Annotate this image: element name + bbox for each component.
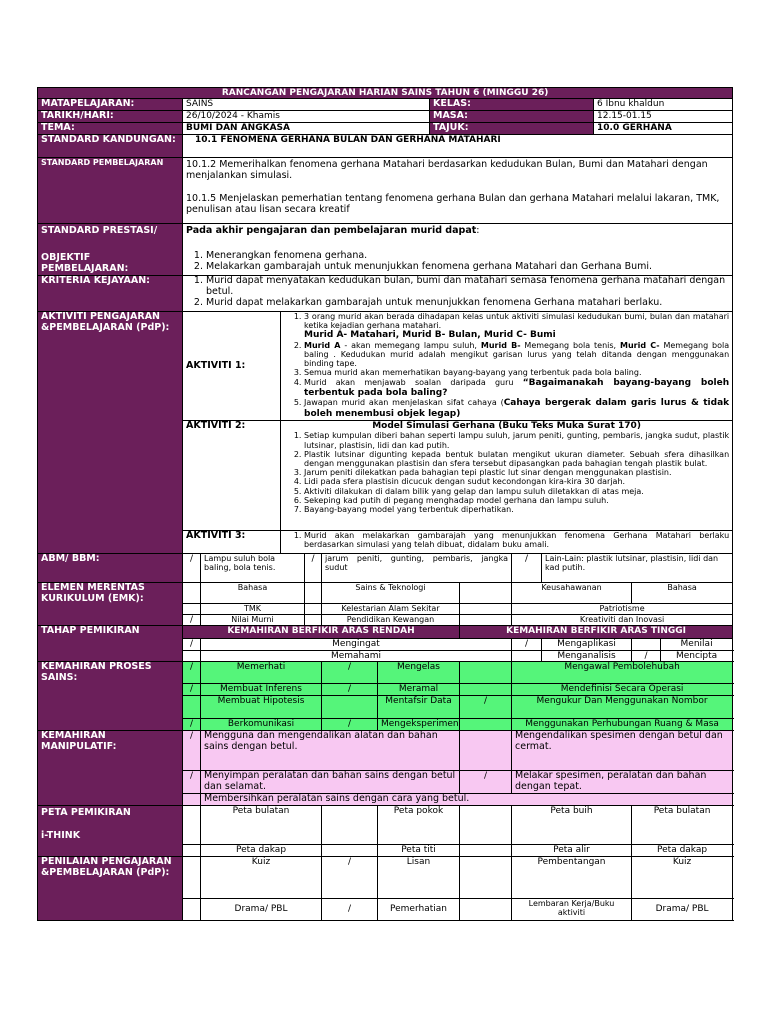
assess-item: Kuiz (632, 857, 733, 899)
kps-item: Berkomunikasi (201, 719, 322, 731)
materials-mark: / (512, 554, 542, 583)
activity-3-label: AKTIVITI 3: (183, 531, 281, 554)
emk-mark (183, 604, 201, 615)
kps-item: Mengeksperimen (378, 719, 460, 731)
lower-order-heading: KEMAHIRAN BERFIKIR ARAS RENDAH (183, 626, 460, 639)
plan-title: RANCANGAN PENGAJARAN HARIAN SAINS TAHUN 6 (MINGGU 26) (38, 88, 733, 99)
map-item: Peta alir (512, 845, 632, 857)
kps-mark (460, 719, 512, 731)
date-label: TARIKH/HARI: (38, 111, 183, 123)
emk-item: Kreativiti dan Inovasi (512, 615, 733, 626)
materials-mark: / (305, 554, 322, 583)
emk-mark (460, 583, 512, 604)
kps-mark: / (183, 719, 201, 731)
manip-item: Menyimpan peralatan dan bahan sains dengan betul dan selamat. (201, 771, 460, 794)
map-item: Peta dakap (632, 845, 733, 857)
materials-item: Lain-Lain: plastik lutsinar, plastisin, lidi dan kad putih. (542, 554, 733, 583)
kps-mark (322, 696, 378, 719)
emk-mark (460, 604, 512, 615)
map-mark (460, 845, 512, 857)
assess-item: Drama/ PBL (632, 899, 733, 921)
thinking-mark: / (512, 639, 542, 650)
teacher-question: “Bagaimanakah bayang-bayang boleh terbentuk pada bola baling? (304, 377, 730, 398)
lesson-plan-table (37, 87, 733, 921)
emk-item: Pendidikan Kewangan (322, 615, 460, 626)
kps-mark: / (183, 684, 201, 696)
map-item: Peta buih (512, 806, 632, 845)
emk-item: Patriotisme (512, 604, 733, 615)
activity-2-step: 7. Bayang-bayang model yang terbentuk diperhatikan. (304, 505, 729, 514)
emk-item: Nilai Murni (201, 615, 305, 626)
manip-mark: / (183, 771, 201, 794)
assess-mark: / (322, 857, 378, 899)
performance-objective-label (38, 224, 183, 276)
success-criteria-value (183, 276, 733, 312)
time-value: 12.15-01.15 (594, 111, 733, 123)
manip-mark (183, 794, 201, 806)
topic-value: 10.0 GERHANA (594, 123, 733, 135)
emk-label: ELEMEN MERENTAS KURIKULUM (EMK): (38, 583, 183, 626)
theme-label: TEMA: (38, 123, 183, 135)
map-item: Peta dakap (201, 845, 322, 857)
assess-item: Pembentangan (512, 857, 632, 899)
materials-item: Lampu suluh bola baling, bola tenis. (201, 554, 305, 583)
content-standard-value: 10.1 FENOMENA GERHANA BULAN DAN GERHANA MATAHARI (183, 135, 733, 158)
objective-intro: Pada akhir pengajaran dan pembelajaran murid dapat (186, 225, 477, 237)
role-b: Murid B- (480, 340, 521, 350)
emk-mark (460, 615, 512, 626)
activity-2-label: AKTIVITI 2: (183, 421, 281, 531)
map-mark (460, 806, 512, 845)
activity-1-content (281, 312, 733, 421)
manipulative-label: KEMAHIRAN MANIPULATIF: (38, 731, 183, 806)
materials-item: jarum peniti, gunting, pembaris, jangka sudut (322, 554, 512, 583)
question-intro: Murid akan menjawab soalan daripada guru (304, 377, 523, 387)
assess-item: Lisan (378, 857, 460, 899)
manip-mark: / (183, 731, 201, 771)
success-criteria-label: KRITERIA KEJAYAAN: (38, 276, 183, 312)
subject-label: MATAPELAJARAN: (38, 99, 183, 111)
role-c: Murid C- (619, 340, 660, 350)
thinking-mark (512, 650, 542, 661)
science-process-label: KEMAHIRAN PROSES SAINS: (38, 662, 183, 731)
objective-label: OBJEKTIF PEMBELAJARAN: (41, 252, 129, 274)
thinking-mark (632, 639, 661, 650)
learning-standard-2: 10.1.5 Menjelaskan pemerhatian tentang fenomena gerhana Bulan dan gerhana Matahari melalui lakaran, TMK, penulisan atau lisan secara kreatif (186, 192, 720, 215)
map-mark (183, 845, 201, 857)
manip-item: Mengendalikan spesimen dengan betul dan cermat. (512, 731, 733, 771)
criteria-item: 1. Murid dapat menyatakan kedudukan bulan, bumi dan matahari semasa fenomena gerhana matahari dengan betul. (206, 276, 729, 298)
materials-label: ABM/ BBM: (38, 554, 183, 583)
activity-2-step: 1. Setiap kumpulan diberi bahan seperti lampu suluh, jarum peniti, gunting, pembaris, jangka sudut, plastik lutsinar, plastisin, lidi dan kad putih. (304, 431, 729, 449)
class-value: 6 Ibnu khaldun (594, 99, 733, 111)
learning-standard-label: STANDARD PEMBELAJARAN (38, 158, 183, 224)
manip-mark (460, 731, 512, 771)
thinking-item: Menilai (661, 639, 733, 650)
performance-standard-label: STANDARD PRESTASI/ (41, 225, 158, 237)
theme-value: BUMI DAN ANGKASA (183, 123, 430, 135)
kps-item: Membuat Hipotesis (201, 696, 322, 719)
kps-item: Mentafsir Data (378, 696, 460, 719)
kps-mark (460, 662, 512, 684)
emk-item: Bahasa (201, 583, 305, 604)
activity-1-step: 3. Semua murid akan memerhatikan bayang-bayang yang terbentuk pada bola baling. (304, 368, 729, 377)
materials-mark: / (183, 554, 201, 583)
thinking-map-label (38, 806, 183, 857)
emk-item: Kelestarian Alam Sekitar (322, 604, 460, 615)
emk-mark (305, 615, 322, 626)
objective-item: 2. Melakarkan gambarajah untuk menunjukkan fenomena gerhana Matahari dan Gerhana Bumi. (206, 262, 729, 273)
date-value: 26/10/2024 - Khamis (183, 111, 430, 123)
emk-mark (305, 604, 322, 615)
assess-mark: / (322, 899, 378, 921)
thinking-level-label: TAHAP PEMIKIRAN (38, 626, 183, 662)
learning-standard-value (183, 158, 733, 224)
kps-item: Mengelas (378, 662, 460, 684)
kps-mark (183, 696, 201, 719)
emk-mark: / (183, 615, 201, 626)
manip-item: Melakar spesimen, peralatan dan bahan dengan tepat. (512, 771, 733, 794)
assess-item: Drama/ PBL (201, 899, 322, 921)
answer-bold: Cahaya bergerak dalam garis lurus & tidak boleh menembusi objek legap) (304, 398, 730, 419)
kps-item: Meramal (378, 684, 460, 696)
kps-mark: / (322, 684, 378, 696)
map-item: Peta bulatan (632, 806, 733, 845)
kps-item: Menggunakan Perhubungan Ruang & Masa (512, 719, 733, 731)
activity-1-step: 1. 3 orang murid akan berada dihadapan kelas untuk aktiviti simulasi kedudukan bumi, bulan dan matahari ketika kejadian gerhana matahari. (304, 312, 729, 330)
map-item: Peta pokok (378, 806, 460, 845)
kps-mark: / (322, 662, 378, 684)
map-item: Peta bulatan (201, 806, 322, 845)
map-item: Peta titi (378, 845, 460, 857)
thinking-item: Mengingat (201, 639, 512, 650)
time-label: MASA: (430, 111, 594, 123)
activity-2-step: 6. Sekeping kad putih di pegang menghadap model gerhana dan lampu suluh. (304, 496, 729, 505)
emk-mark (305, 583, 322, 604)
emk-mark (183, 583, 201, 604)
activity-1-label: AKTIVITI 1: (183, 312, 281, 421)
criteria-item: 2. Murid dapat melakarkan gambarajah untuk menunjukkan fenomena Gerhana matahari berlaku. (206, 298, 729, 309)
kps-mark: / (183, 662, 201, 684)
kps-mark (460, 684, 512, 696)
emk-item: Bahasa (632, 583, 733, 604)
assess-mark (183, 857, 201, 899)
role-a: Murid A (304, 340, 341, 350)
content-standard-label: STANDARD KANDUNGAN: (38, 135, 183, 158)
assess-mark (460, 899, 512, 921)
thinking-item: Memahami (201, 650, 512, 661)
map-mark (322, 845, 378, 857)
activity-3-content (281, 531, 733, 554)
thinking-mark: / (183, 639, 201, 650)
assess-mark (183, 899, 201, 921)
activity-2-title: Model Simulasi Gerhana (Buku Teks Muka Surat 170) (372, 421, 641, 432)
kps-item: Mengukur Dan Menggunakan Nombor (512, 696, 733, 719)
activity-2-step: 3. Jarum peniti dilekatkan pada bahagian tepi plastic lut sinar dengan menggunakan plastisin. (304, 468, 729, 477)
kps-mark: / (460, 696, 512, 719)
activity-2-step: 5. Aktiviti dilakukan di dalam bilik yang gelap dan lampu suluh diletakkan di atas meja. (304, 487, 729, 496)
assess-item: Kuiz (201, 857, 322, 899)
thinking-mark (183, 650, 201, 661)
role-b-text: Memegang bola tenis, (520, 340, 620, 350)
thinking-item: Menganalisis (542, 650, 632, 661)
higher-order-heading: KEMAHIRAN BERFIKIR ARAS TINGGI (460, 626, 733, 639)
activity-1-step (304, 378, 729, 399)
kps-item: Mendefinisi Secara Operasi (512, 684, 733, 696)
kps-item: Membuat Inferens (201, 684, 322, 696)
objective-value (183, 224, 733, 276)
activity-1-step (304, 341, 729, 369)
class-label: KELAS: (430, 99, 594, 111)
activities-label: AKTIVITI PENGAJARAN &PEMBELAJARAN (PdP): (38, 312, 183, 554)
assess-item: Lembaran Kerja/Buku aktiviti (512, 899, 632, 921)
answer-intro: Jawapan murid akan menjelaskan sifat cahaya ( (304, 398, 504, 408)
objective-item: 1. Menerangkan fenomena gerhana. (206, 251, 729, 262)
subject-value: SAINS (183, 99, 430, 111)
activity-1-roles: Murid A- Matahari, Murid B- Bulan, Murid C- Bumi (304, 330, 556, 341)
emk-item: Sains & Teknologi (322, 583, 460, 604)
activity-2-step: 4. Lidi pada sfera plastisin dicucuk dengan sudut kecondongan kira-kira 30 darjah. (304, 477, 729, 486)
manip-item: Membersihkan peralatan sains dengan cara yang betul. (201, 794, 733, 806)
emk-item: Keusahawanan (512, 583, 632, 604)
assess-mark (460, 857, 512, 899)
thinking-item: Mencipta (661, 650, 733, 661)
objective-intro-colon: : (476, 225, 480, 237)
emk-item: TMK (201, 604, 305, 615)
manip-item: Mengguna dan mengendalikan alatan dan bahan sains dengan betul. (201, 731, 460, 771)
kps-item: Mengawal Pembolehubah (512, 662, 733, 684)
activity-3-step: 1. Murid akan melakarkan gambarajah yang menunjukkan fenomena Gerhana Matahari berlaku berdasarkan simulasi yang telah dibuat, didalam buku amali. (304, 531, 729, 549)
peta-label: PETA PEMIKIRAN (41, 807, 131, 819)
assess-item: Pemerhatian (378, 899, 460, 921)
learning-standard-1: 10.1.2 Memerihalkan fenomena gerhana Matahari berdasarkan kedudukan Bulan, Bumi dan Matahari dengan menjalankan simulasi. (186, 159, 708, 182)
activity-2-content (281, 421, 733, 531)
thinking-mark: / (632, 650, 661, 661)
kps-item: Memerhati (201, 662, 322, 684)
activity-2-step: 2. Plastik lutsinar digunting kepada bentuk bulatan mengikut ukuran diameter. Sebuah sfera dihasilkan dengan menggunakan plastisin dan sfera tersebut dipasangkan pada bahagian tengah plastik bulat. (304, 450, 729, 468)
thinking-item: Mengaplikasi (542, 639, 632, 650)
role-a-text: - akan memegang lampu suluh, (340, 340, 481, 350)
activity-1-step (304, 398, 729, 419)
kps-mark: / (322, 719, 378, 731)
topic-label: TAJUK: (430, 123, 594, 135)
map-mark (322, 806, 378, 845)
ithink-label: i-THINK (41, 830, 81, 842)
map-mark (183, 806, 201, 845)
role-c-text: Memegang bola baling . Kedudukan murid adalah mengikut garisan lurus yang telah ditanda dengan menggunakan binding tape. (304, 340, 730, 369)
assessment-label: PENILAIAN PENGAJARAN &PEMBELAJARAN (PdP): (38, 857, 183, 921)
manip-mark: / (460, 771, 512, 794)
